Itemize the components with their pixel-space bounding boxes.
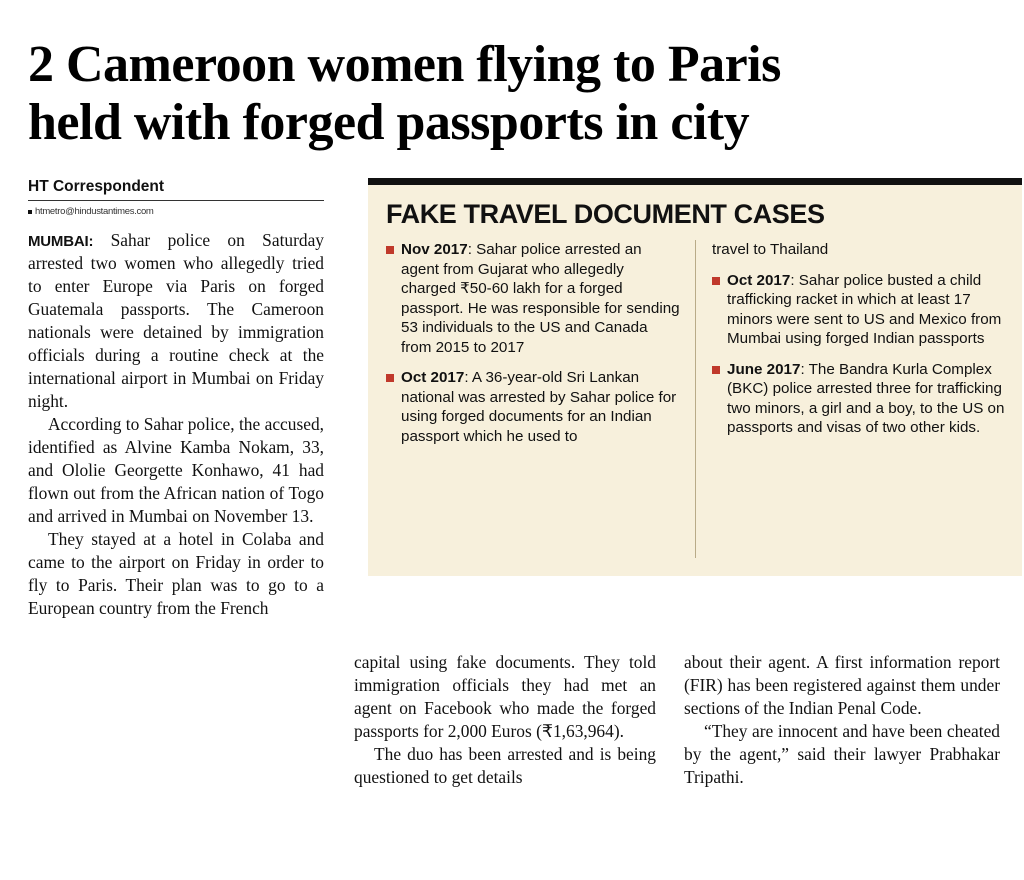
list-item [712, 360, 1006, 438]
fact-item-date: June 2017 [727, 360, 801, 378]
headline-line-1: 2 Cameroon women flying to Paris [28, 36, 781, 93]
paragraph-3: They stayed at a hotel in Colaba and came to the airport on Friday in order to fly to Paris. Their plan was to go to a European country from the French [28, 529, 324, 618]
paragraph-1 [28, 229, 324, 413]
paragraph-4-continued: about their agent. A first information report (FIR) has been registered against them under sections of the Indian Penal Code. [684, 651, 1000, 718]
fact-item-date: Oct 2017 [401, 369, 465, 387]
fact-box-column-right [696, 240, 1006, 558]
list-item [386, 240, 681, 357]
article-body [28, 178, 1005, 788]
paragraph-3-continued: capital using fake documents. They told immigration officials they had met an agent on Facebook who made the forged passports for 2,000 Euros (₹1,63,964). [354, 651, 656, 741]
list-item [712, 271, 1006, 349]
dateline: MUMBAI: [28, 233, 94, 251]
fact-item-text [401, 368, 681, 446]
square-bullet-icon [386, 374, 394, 382]
column-left [28, 178, 340, 788]
list-item [386, 368, 681, 446]
article-text-left [28, 229, 324, 619]
square-bullet-icon [28, 210, 32, 214]
fact-box [368, 178, 1022, 576]
fact-item-body: : The Bandra Kurla Complex (BKC) police arrested three for trafficking two minors, a girl and a boy, to the US on passports and visas of two other kids. [727, 360, 1005, 437]
page-title [28, 36, 1002, 152]
paragraph-5: “They are innocent and have been cheated by the agent,” said their lawyer Prabhakar Tripathi. [684, 720, 1000, 787]
fact-item-body: : A 36-year-old Sri Lankan national was arrested by Sahar police for using forged documents for an Indian passport which he used to [401, 369, 677, 445]
fact-item-text [401, 240, 681, 357]
square-bullet-icon [386, 246, 394, 254]
article-text-right [684, 651, 1000, 789]
fact-item-date: Nov 2017 [401, 241, 468, 259]
byline-author: HT Correspondent [28, 178, 165, 196]
byline-email [28, 206, 324, 217]
fact-box-title: FAKE TRAVEL DOCUMENT CASES [386, 199, 825, 230]
byline-divider [28, 200, 324, 201]
fact-item-text [727, 360, 1006, 438]
fact-item-text [727, 271, 1006, 349]
square-bullet-icon [712, 277, 720, 285]
fact-item-body: : Sahar police busted a child trafficking racket in which at least 17 minors were sent to US and Mexico from Mumbai using forged Indian passports [727, 271, 1002, 348]
fact-box-columns [386, 240, 1006, 558]
fact-item-body: : Sahar police arrested an agent from Gujarat who allegedly charged ₹50-60 lakh for a forged passport. He was responsible for sending 53 individuals to the US and Canada from 2015 to 2017 [401, 241, 680, 356]
headline-line-2: held with forged passports in city [28, 94, 750, 152]
fact-item-continuation: travel to Thailand [712, 241, 829, 259]
square-bullet-icon [712, 366, 720, 374]
byline-email-text: htmetro@hindustantimes.com [35, 206, 154, 218]
article-text-middle [354, 651, 656, 789]
fact-box-column-left [386, 240, 696, 558]
paragraph-4: The duo has been arrested and is being questioned to get details [354, 743, 656, 787]
fact-item-date: Oct 2017 [727, 271, 791, 289]
paragraph-1-text: Sahar police on Saturday arrested two women who allegedly tried to enter Europe via Paris on forged Guatemala passports. The Cameroon nationals were detained by immigration officials during a routine check at the international airport in Mumbai on Friday night. [28, 230, 324, 412]
paragraph-2: According to Sahar police, the accused, identified as Alvine Kamba Nokam, 33, and Ololie Georgette Konhawo, 41 had flown out from the African nation of Togo and arrived in Mumbai on November 13. [28, 414, 324, 527]
